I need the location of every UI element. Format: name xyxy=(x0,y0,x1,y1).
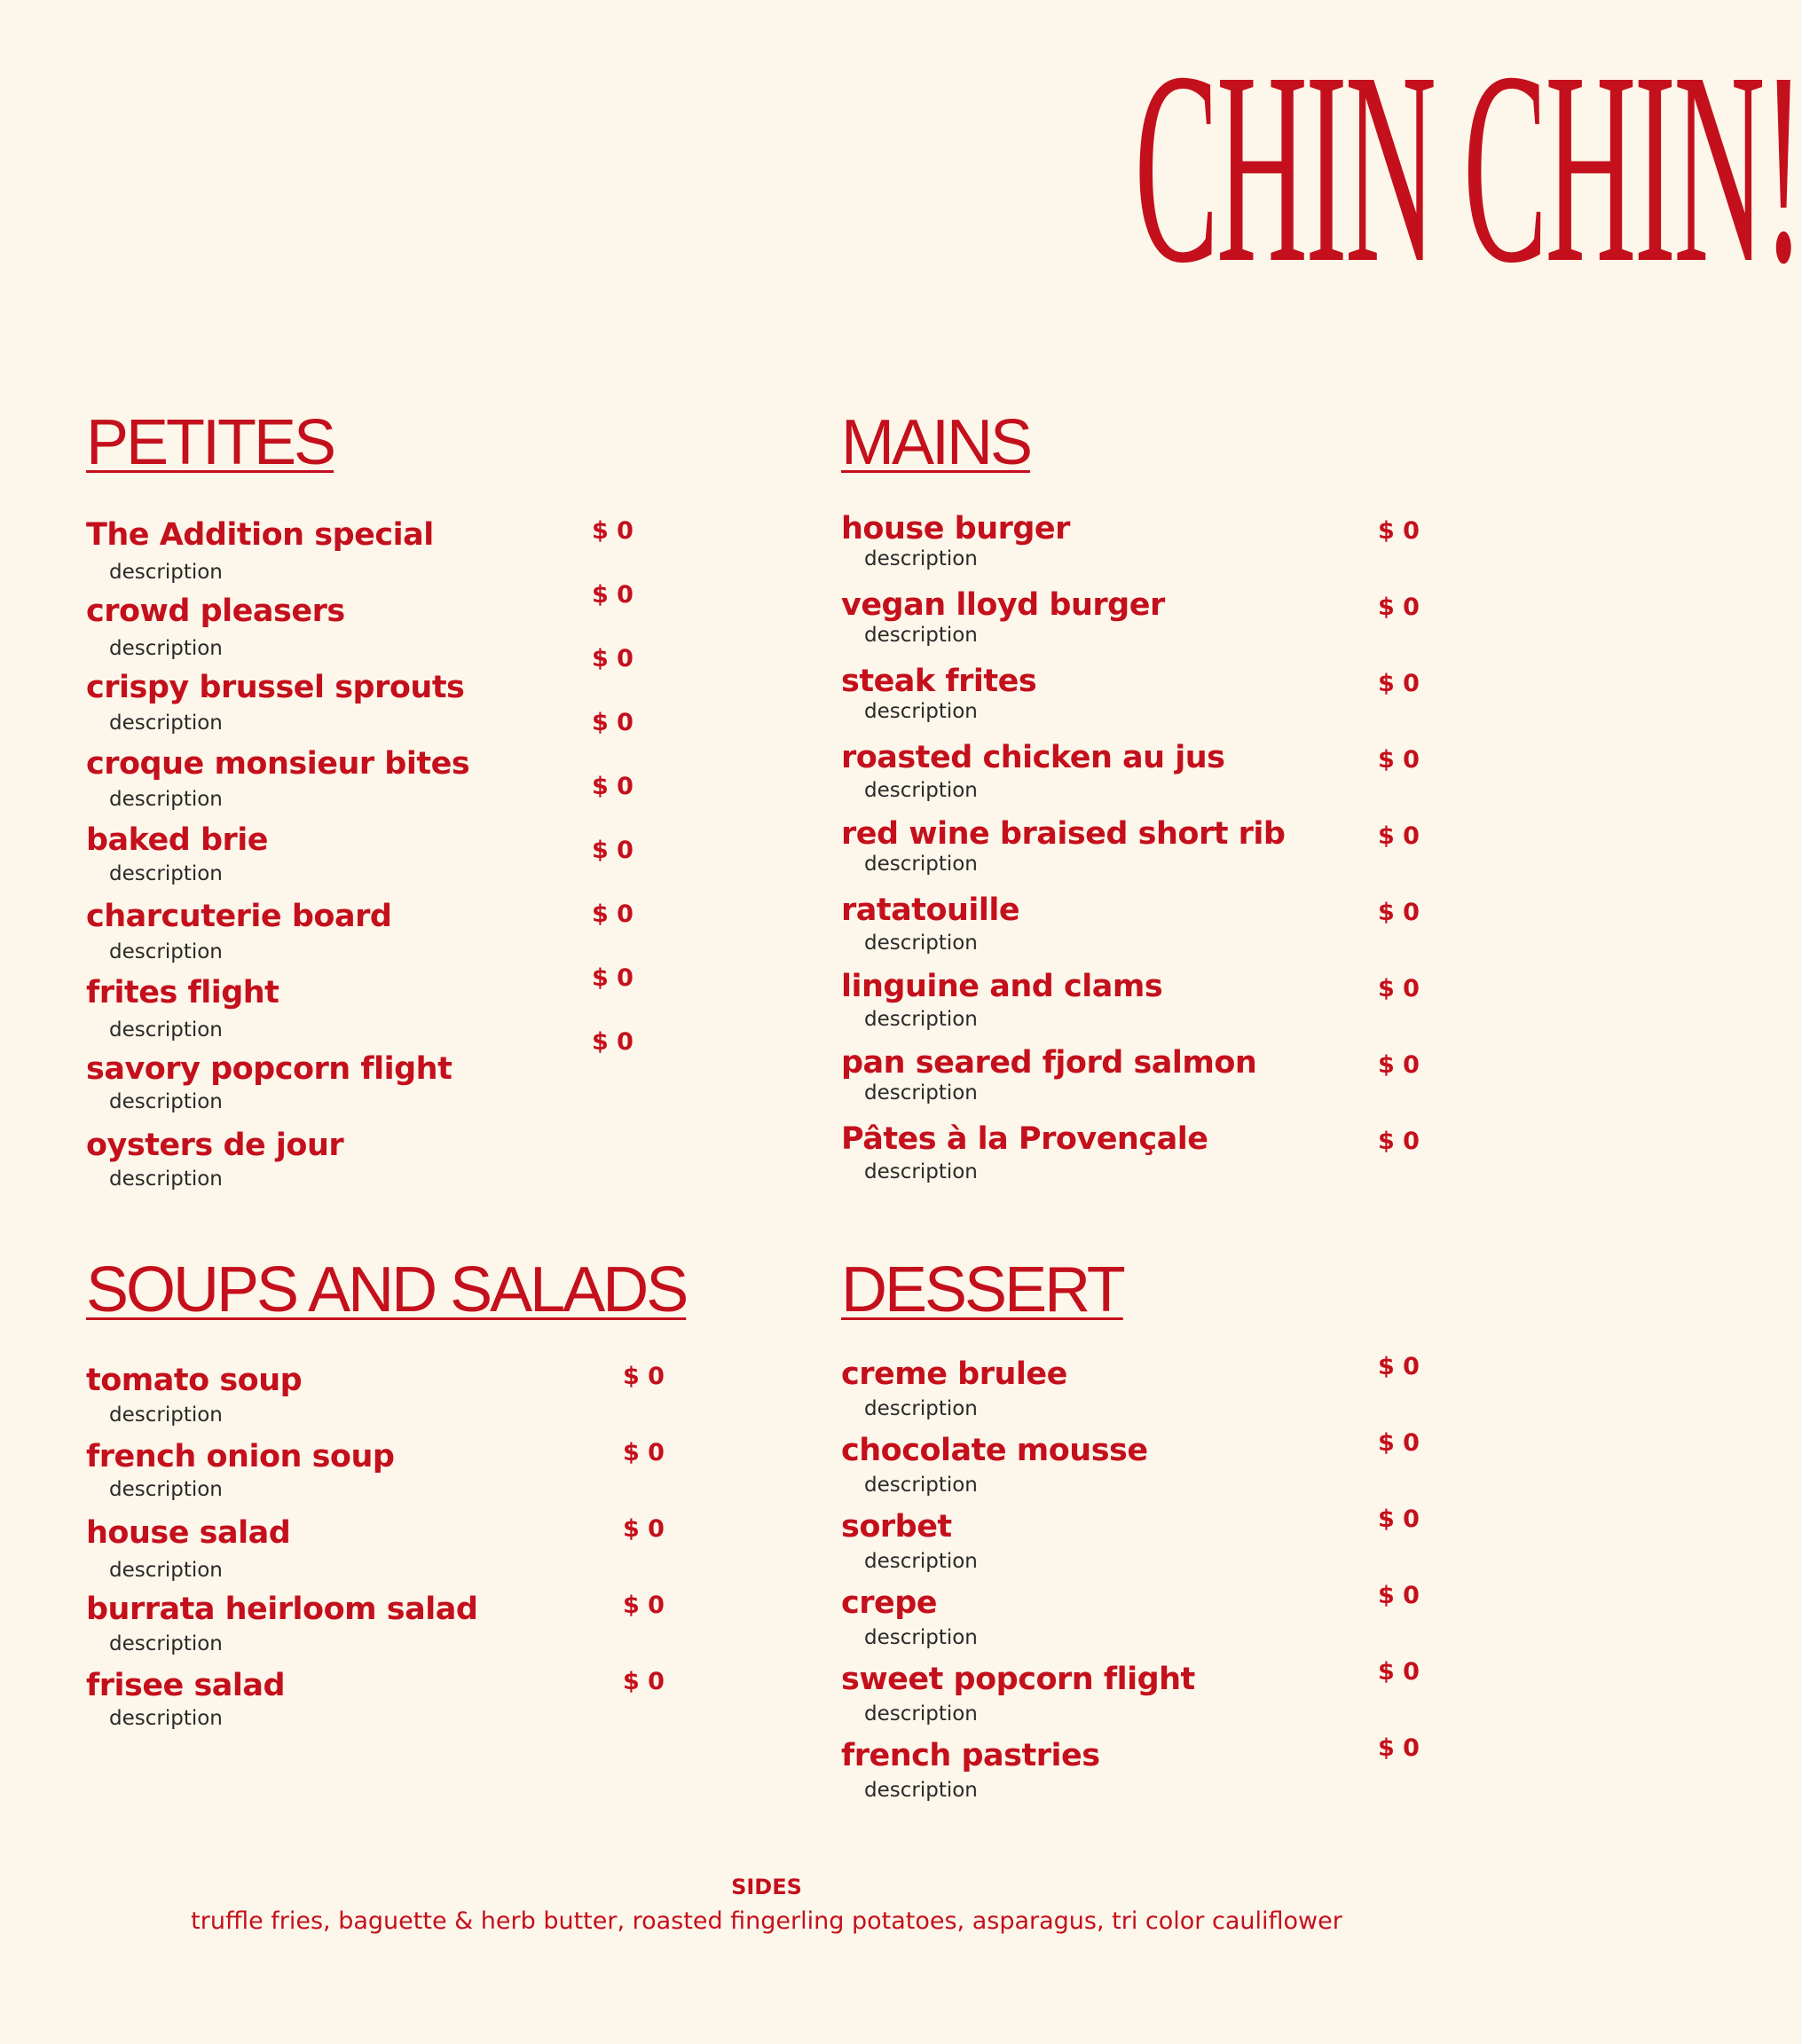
item-price: $ 0 xyxy=(592,709,633,736)
item-description: description xyxy=(864,853,978,876)
item-description: description xyxy=(864,779,978,802)
item-description: description xyxy=(864,932,978,955)
item-description: description xyxy=(864,624,978,647)
item-price: $ 0 xyxy=(592,964,633,992)
item-name: pan seared fjord salmon xyxy=(841,1045,1257,1081)
item-price: $ 0 xyxy=(592,517,633,545)
item-price: $ 0 xyxy=(1378,1128,1420,1155)
item-name: french onion soup xyxy=(86,1439,395,1474)
item-name: Pâtes à la Provençale xyxy=(841,1121,1208,1157)
section-title-mains: MAINS xyxy=(841,407,1031,478)
item-price: $ 0 xyxy=(1378,1505,1420,1533)
item-name: burrata heirloom salad xyxy=(86,1592,478,1627)
item-price: $ 0 xyxy=(1378,594,1420,621)
item-description: description xyxy=(864,1008,978,1031)
item-name: crowd pleasers xyxy=(86,594,345,629)
item-description: description xyxy=(109,940,223,963)
item-price: $ 0 xyxy=(623,1592,665,1619)
item-description: description xyxy=(864,1626,978,1649)
item-name: frites flight xyxy=(86,975,279,1010)
item-description: description xyxy=(109,1707,223,1730)
item-name: sweet popcorn flight xyxy=(841,1662,1195,1697)
item-name: french pastries xyxy=(841,1738,1100,1773)
item-name: frisee salad xyxy=(86,1668,286,1703)
item-name: house salad xyxy=(86,1515,291,1551)
item-description: description xyxy=(109,1632,223,1655)
item-price: $ 0 xyxy=(623,1439,665,1466)
item-description: description xyxy=(864,1550,978,1573)
section-title-soups-and-salads: SOUPS AND SALADS xyxy=(86,1254,687,1325)
item-price: $ 0 xyxy=(592,645,633,672)
item-price: $ 0 xyxy=(592,581,633,609)
sides-list: truffle fries, baguette & herb butter, roasted fingerling potatoes, asparagus, tri color cauliflower xyxy=(191,1907,1342,1935)
item-description: description xyxy=(109,788,223,811)
item-name: red wine braised short rib xyxy=(841,816,1286,852)
item-description: description xyxy=(109,711,223,735)
item-price: $ 0 xyxy=(1378,899,1420,926)
item-description: description xyxy=(109,1559,223,1582)
item-price: $ 0 xyxy=(1378,746,1420,774)
item-price: $ 0 xyxy=(1378,1353,1420,1380)
item-name: creme brulee xyxy=(841,1356,1067,1392)
item-price: $ 0 xyxy=(623,1668,665,1695)
item-price: $ 0 xyxy=(1378,670,1420,697)
item-description: description xyxy=(109,1478,223,1501)
item-description: description xyxy=(864,1779,978,1802)
section-title-petites: PETITES xyxy=(86,407,334,478)
item-description: description xyxy=(864,1702,978,1726)
item-price: $ 0 xyxy=(592,837,633,864)
item-price: $ 0 xyxy=(592,900,633,928)
item-description: description xyxy=(864,1160,978,1183)
item-description: description xyxy=(109,1090,223,1113)
restaurant-title: CHIN CHIN! xyxy=(1134,16,1802,320)
item-price: $ 0 xyxy=(592,1028,633,1056)
item-price: $ 0 xyxy=(623,1515,665,1543)
item-name: vegan lloyd burger xyxy=(841,587,1165,623)
item-description: description xyxy=(109,1403,223,1427)
item-description: description xyxy=(109,1018,223,1042)
item-price: $ 0 xyxy=(1378,822,1420,850)
item-name: The Addition special xyxy=(86,517,434,553)
item-description: description xyxy=(109,1167,223,1191)
item-name: linguine and clams xyxy=(841,969,1163,1004)
item-price: $ 0 xyxy=(1378,975,1420,1002)
item-description: description xyxy=(864,700,978,723)
item-name: roasted chicken au jus xyxy=(841,740,1225,775)
item-price: $ 0 xyxy=(623,1363,665,1390)
item-description: description xyxy=(109,862,223,885)
item-name: tomato soup xyxy=(86,1363,303,1398)
item-price: $ 0 xyxy=(592,773,633,800)
sides-heading: SIDES xyxy=(731,1875,802,1899)
item-description: description xyxy=(864,1081,978,1105)
item-name: ratatouille xyxy=(841,892,1020,928)
item-name: steak frites xyxy=(841,664,1037,699)
item-description: description xyxy=(109,637,223,660)
item-description: description xyxy=(864,1397,978,1420)
item-name: chocolate mousse xyxy=(841,1433,1148,1468)
item-name: oysters de jour xyxy=(86,1128,344,1163)
item-price: $ 0 xyxy=(1378,1582,1420,1609)
item-name: croque monsieur bites xyxy=(86,746,470,782)
item-description: description xyxy=(864,1474,978,1497)
item-name: sorbet xyxy=(841,1509,952,1545)
item-name: charcuterie board xyxy=(86,899,392,934)
item-description: description xyxy=(109,561,223,584)
item-name: savory popcorn flight xyxy=(86,1051,452,1087)
item-price: $ 0 xyxy=(1378,1734,1420,1762)
item-name: baked brie xyxy=(86,822,269,858)
item-name: crepe xyxy=(841,1585,938,1621)
item-price: $ 0 xyxy=(1378,1429,1420,1457)
item-name: crispy brussel sprouts xyxy=(86,670,465,705)
item-price: $ 0 xyxy=(1378,1658,1420,1686)
item-description: description xyxy=(864,547,978,570)
section-title-dessert: DESSERT xyxy=(841,1254,1123,1325)
item-price: $ 0 xyxy=(1378,1051,1420,1079)
item-name: house burger xyxy=(841,511,1070,546)
item-price: $ 0 xyxy=(1378,517,1420,545)
